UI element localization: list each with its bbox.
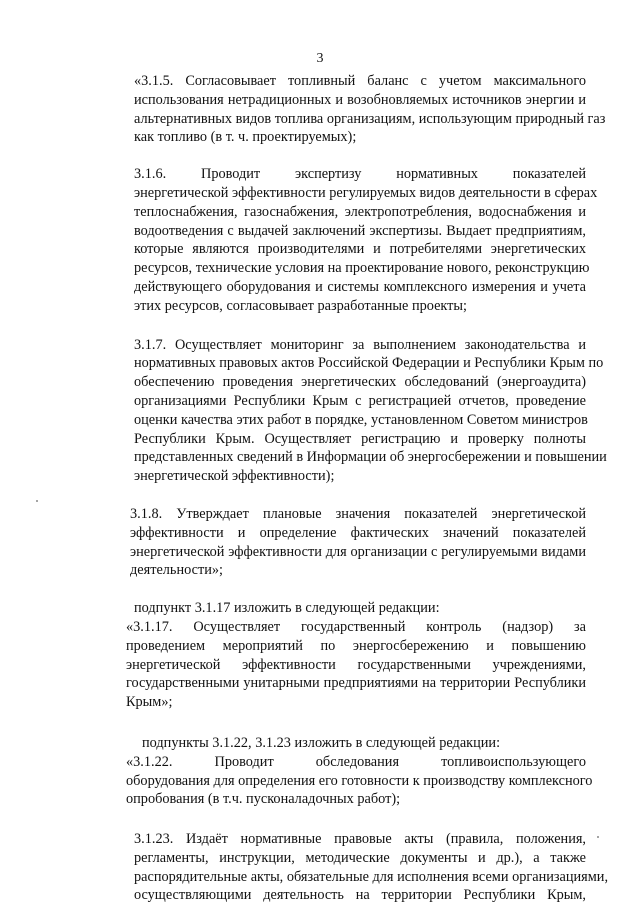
text-line: «3.1.17. Осуществляет государственный контроль (надзор) за [126, 618, 586, 635]
text-line: водоотведения с выдачей заключений экспертизы. Выдает предприятиям, [134, 222, 586, 239]
paragraph-3-1-6 [86, 165, 598, 315]
text-line: ресурсов, технические условия на проектирование нового, реконструкцию [134, 260, 590, 277]
text-line: которые являются производителями и потребителями энергетических [134, 241, 586, 258]
text-line: проведением мероприятий по энергосбережению и повышению [126, 637, 586, 654]
text-line: представленных сведений в Информации об энергосбережении и повышении [134, 449, 607, 466]
amendment-instruction-3-1-22 [86, 734, 586, 753]
paragraph-3-1-17 [86, 618, 586, 712]
page-number: 3 [316, 51, 324, 66]
text-line: организациями Республики Крым с регистрацией отчетов, проведение [134, 392, 586, 409]
text-line: энергетической эффективности для организации с регулируемыми видами [130, 543, 586, 560]
text-line: 3.1.6. Проводит экспертизу нормативных показателей [134, 166, 586, 183]
text-line: регламенты, инструкции, методические документы и др.), а также [134, 849, 586, 866]
text-line: оценки качества этих работ в порядке, установленном Советом министров [134, 411, 588, 428]
text-line: распорядительные акты, обязательные для исполнения всеми организациями, [134, 868, 609, 885]
amendment-instruction-3-1-17 [86, 599, 586, 618]
text-line: теплоснабжения, газоснабжения, электропотребления, водоснабжения и [134, 203, 586, 220]
text-line: энергетической эффективности регулируемых видов деятельности в сферах [134, 184, 598, 201]
paragraph-3-1-8 [86, 505, 586, 580]
text-line: подпункт 3.1.17 изложить в следующей редакции: [134, 600, 440, 617]
paragraph-3-1-23 [86, 830, 609, 905]
text-line: Республики Крым. Осуществляет регистрацию и проверку полноты [134, 430, 586, 447]
paragraph-3-1-5 [86, 72, 606, 147]
text-line: деятельности»; [130, 562, 223, 579]
text-line: нормативных правовых актов Российской Федерации и Республики Крым по [134, 355, 604, 372]
text-line: осуществляющими деятельность на территории Республики Крым, [134, 887, 586, 904]
text-line: альтернативных видов топлива организациям, использующим природный газ [134, 110, 606, 127]
text-line: действующего оборудования и системы комплексного измерения и учета [134, 278, 586, 295]
text-line: «3.1.5. Согласовывает топливный баланс с учетом максимального [134, 73, 586, 89]
text-line: «3.1.22. Проводит обследования топливоиспользующего [126, 753, 586, 770]
text-line: государственными унитарными предприятиями на территории Республики [126, 675, 586, 692]
scan-speck [36, 500, 38, 502]
text-line: этих ресурсов, согласовывает разработанные проекты; [134, 297, 468, 314]
text-line: энергетической эффективности государственными учреждениями, [126, 656, 586, 673]
document-body [86, 72, 609, 905]
text-line: подпункты 3.1.22, 3.1.23 изложить в следующей редакции: [142, 734, 501, 751]
text-line: Крым»; [126, 694, 173, 711]
text-line: опробования (в т.ч. пусконаладочных работ); [126, 791, 401, 808]
text-line: эффективности и определение фактических значений показателей [130, 524, 586, 541]
text-line: обеспечению проведения энергетических обследований (энергоаудита) [134, 374, 586, 391]
text-line: как топливо (в т. ч. проектируемых); [134, 129, 357, 146]
text-line: использования нетрадиционных и возобновляемых источников энергии и [134, 91, 586, 108]
text-line: 3.1.7. Осуществляет мониторинг за выполнением законодательства и [134, 336, 586, 353]
text-line: энергетической эффективности); [134, 468, 335, 485]
text-line: оборудования для определения его готовности к производству комплексного [126, 772, 593, 789]
text-line: 3.1.23. Издаёт нормативные правовые акты (правила, положения, [134, 831, 586, 848]
text-line: 3.1.8. Утверждает плановые значения показателей энергетической [130, 505, 586, 522]
paragraph-3-1-22 [86, 753, 593, 809]
scan-speck [597, 836, 599, 838]
paragraph-3-1-7 [86, 336, 607, 486]
